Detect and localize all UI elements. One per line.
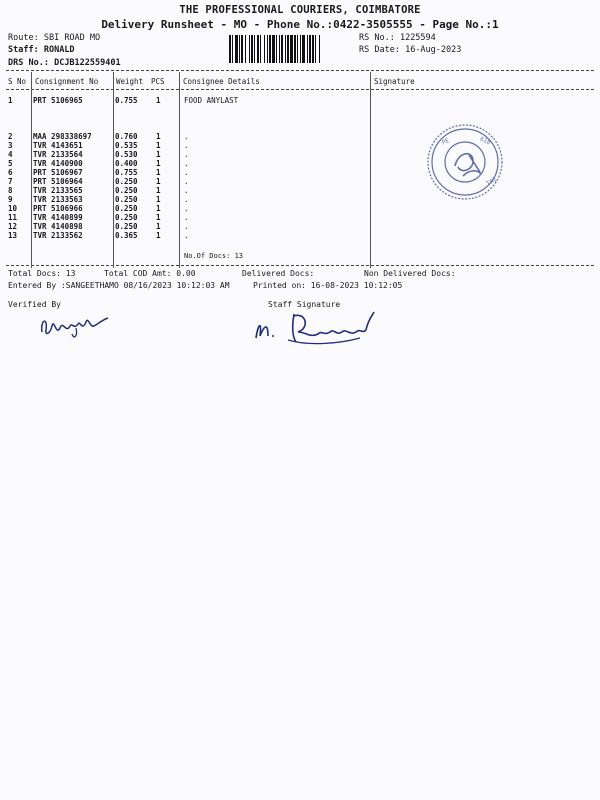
column-divider (370, 72, 371, 268)
row-consignee-details: . (184, 177, 189, 186)
barcode-bar (319, 35, 320, 63)
row-consignee-details: . (184, 213, 189, 222)
col-header-signature: Signature (374, 77, 415, 86)
staff-value: RONALD (43, 45, 75, 55)
row-sno: 7 (8, 177, 13, 186)
row-weight: 0.250 (115, 222, 138, 231)
row-consignment-no: TVR 2133563 (33, 195, 83, 204)
barcode-bar (235, 35, 238, 63)
barcode-bar (229, 35, 231, 63)
row-weight: 0.250 (115, 195, 138, 204)
entered-by: Entered By :SANGEETHAMO 08/16/2023 10:12:03 AM (8, 281, 230, 290)
row-weight: 0.400 (115, 159, 138, 168)
row-pcs: 1 (156, 222, 161, 231)
delivered-docs: Delivered Docs: (242, 269, 315, 278)
row-weight: 0.755 (115, 168, 138, 177)
col-header-pcs: PCS (151, 77, 165, 86)
row-weight: 0.755 (115, 96, 138, 105)
rs-date-line (359, 45, 461, 55)
barcode-bar (272, 35, 275, 63)
col-header-details: Consignee Details (183, 77, 260, 86)
col-header-weight: Weight (116, 77, 144, 86)
row-weight: 0.535 (115, 141, 138, 150)
staff-line (8, 45, 75, 55)
barcode-bar (279, 35, 280, 63)
barcode-bar (312, 35, 314, 63)
row-consignment-no: TVR 4140900 (33, 159, 83, 168)
barcode-bar (239, 35, 240, 63)
row-consignee-details: . (184, 150, 189, 159)
row-weight: 0.250 (115, 204, 138, 213)
barcode-bar (287, 35, 289, 63)
total-docs: Total Docs: 13 (8, 269, 76, 278)
barcode-bar (294, 35, 296, 63)
row-sno: 11 (8, 213, 18, 222)
row-pcs: 1 (156, 186, 161, 195)
row-weight: 0.250 (115, 186, 138, 195)
row-consignee-details: . (184, 168, 189, 177)
barcode-bar (290, 35, 293, 63)
barcode-bar (254, 35, 255, 63)
row-weight: 0.530 (115, 150, 138, 159)
row-pcs: 1 (156, 150, 161, 159)
row-consignee-details: . (184, 186, 189, 195)
column-divider (31, 72, 32, 268)
col-header-consignment: Consignment No (35, 77, 99, 86)
row-consignee-details: . (184, 132, 189, 141)
barcode-bar (257, 35, 259, 63)
barcode-bar (307, 35, 308, 63)
staff-signature-icon (248, 306, 388, 348)
runsheet-title: Delivery Runsheet - MO - Phone No.:0422-3505555 - Page No.:1 (101, 18, 499, 31)
barcode-bar (267, 35, 268, 63)
row-pcs: 1 (156, 132, 161, 141)
rs-no-line (359, 33, 436, 43)
non-delivered-docs: Non Delivered Docs: (364, 269, 456, 278)
row-consignment-no: TVR 4140899 (33, 213, 83, 222)
svg-text:PE: PE (440, 137, 451, 147)
barcode-image (228, 35, 352, 63)
row-consignee-details: . (184, 204, 189, 213)
verifier-signature-icon (36, 306, 116, 344)
drs-value: DCJB122559401 (54, 58, 121, 68)
barcode-bar (251, 35, 253, 63)
col-header-sno: S No (8, 77, 27, 86)
row-consignment-no: MAA 298338697 (33, 132, 92, 141)
divider (6, 265, 594, 266)
divider (6, 70, 594, 71)
total-cod: Total COD Amt: 0.00 (104, 269, 196, 278)
row-consignee-details: FOOD ANYLAST (184, 96, 239, 105)
route-label: Route: (8, 33, 39, 43)
row-consignee-details: . (184, 231, 189, 240)
route-value: SBI ROAD MO (43, 33, 101, 43)
row-weight: 0.365 (115, 231, 138, 240)
barcode-bar (260, 35, 261, 63)
row-sno: 5 (8, 159, 13, 168)
row-consignee-details: . (184, 159, 189, 168)
column-divider (113, 72, 114, 268)
rs-date-value: 16-Aug-2023 (405, 45, 462, 55)
no-of-docs: No.Of Docs: 13 (184, 252, 244, 260)
barcode-bar (281, 35, 283, 63)
row-sno: 9 (8, 195, 13, 204)
row-sno: 6 (8, 168, 13, 177)
row-consignment-no: PRT 5106964 (33, 177, 83, 186)
barcode-bar (276, 35, 277, 63)
row-consignment-no: TVR 2133564 (33, 150, 83, 159)
barcode-bar (315, 35, 316, 63)
row-sno: 3 (8, 141, 13, 150)
row-sno: 8 (8, 186, 13, 195)
svg-text:618: 618 (478, 135, 492, 147)
drs-label: DRS No.: (8, 58, 49, 68)
column-divider (179, 72, 180, 268)
barcode-bar (249, 35, 250, 63)
row-pcs: 1 (156, 96, 161, 105)
row-pcs: 1 (156, 231, 161, 240)
row-sno: 4 (8, 150, 13, 159)
barcode-bar (269, 35, 271, 63)
row-consignment-no: TVR 2133562 (33, 231, 83, 240)
row-sno: 12 (8, 222, 18, 231)
row-sno: 13 (8, 231, 18, 240)
barcode-bar (232, 35, 233, 63)
row-weight: 0.760 (115, 132, 138, 141)
row-consignee-details: . (184, 141, 189, 150)
row-pcs: 1 (156, 213, 161, 222)
staff-label: Staff: (8, 45, 39, 55)
barcode-bar (264, 35, 265, 63)
rs-date-label: RS Date: (359, 45, 400, 55)
verified-by-label: Verified By (8, 300, 61, 309)
row-pcs: 1 (156, 195, 161, 204)
row-consignee-details: . (184, 195, 189, 204)
row-pcs: 1 (156, 168, 161, 177)
barcode-bar (241, 35, 243, 63)
barcode-bar (245, 35, 246, 63)
rs-no-value: 1225594 (399, 33, 436, 43)
row-consignment-no: TVR 4140898 (33, 222, 83, 231)
barcode-bar (285, 35, 286, 63)
row-sno: 10 (8, 204, 18, 213)
row-weight: 0.250 (115, 213, 138, 222)
row-sno: 1 (8, 96, 13, 105)
printed-on: Printed on: 16-08-2023 10:12:05 (253, 281, 403, 290)
barcode-bar (309, 35, 311, 63)
row-pcs: 1 (156, 141, 161, 150)
row-consignment-no: TVR 2133565 (33, 186, 83, 195)
rs-no-label: RS No.: (359, 33, 395, 43)
row-consignment-no: PRT 5106967 (33, 168, 83, 177)
staff-signature-label: Staff Signature (268, 300, 341, 309)
barcode-bar (300, 35, 301, 63)
route-line (8, 33, 100, 43)
row-pcs: 1 (156, 159, 161, 168)
barcode-bar (297, 35, 298, 63)
row-sno: 2 (8, 132, 13, 141)
svg-text:TAI: TAI (485, 175, 499, 188)
divider (6, 89, 594, 90)
row-pcs: 1 (156, 204, 161, 213)
company-title: THE PROFESSIONAL COURIERS, COIMBATORE (179, 4, 421, 16)
row-consignment-no: PRT 5106966 (33, 204, 83, 213)
row-pcs: 1 (156, 177, 161, 186)
drs-line (8, 58, 121, 68)
barcode-bar (302, 35, 305, 63)
company-stamp-icon (425, 122, 505, 202)
row-consignment-no: PRT 5106965 (33, 96, 83, 105)
row-consignee-details: . (184, 222, 189, 231)
row-weight: 0.250 (115, 177, 138, 186)
row-consignment-no: TVR 4143651 (33, 141, 83, 150)
